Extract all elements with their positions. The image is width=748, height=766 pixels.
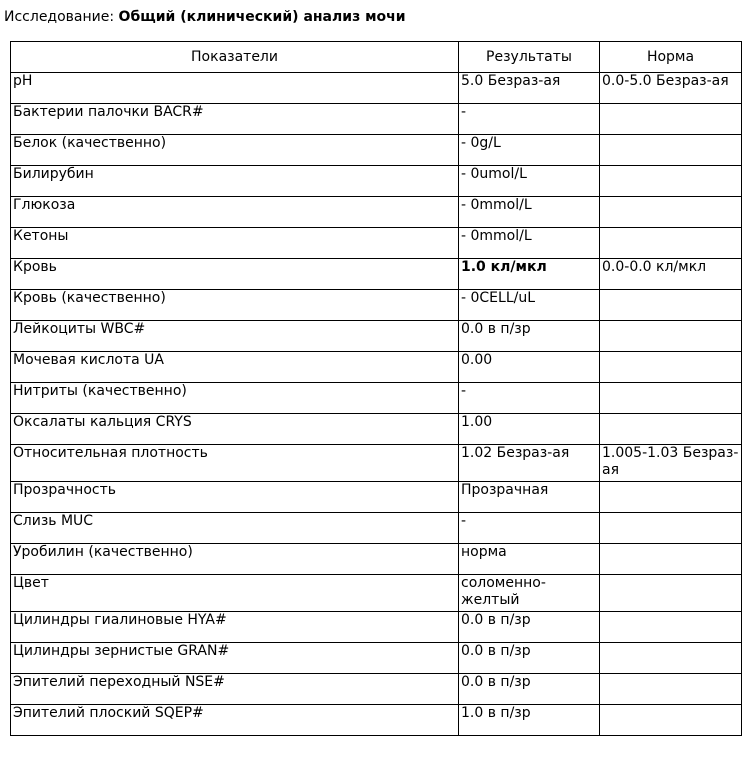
indicator-cell: Белок (качественно) bbox=[11, 135, 459, 166]
table-row bbox=[11, 643, 742, 674]
indicator-cell: Цилиндры зернистые GRAN# bbox=[11, 643, 459, 674]
indicator-cell: Бактерии палочки BACR# bbox=[11, 104, 459, 135]
indicator-cell: Кровь bbox=[11, 259, 459, 290]
indicator-cell: Лейкоциты WBC# bbox=[11, 321, 459, 352]
column-header-result: Результаты bbox=[459, 42, 600, 73]
table-row bbox=[11, 228, 742, 259]
indicator-cell: Эпителий плоский SQEP# bbox=[11, 705, 459, 736]
norm-cell bbox=[600, 321, 742, 352]
indicator-cell: Кровь (качественно) bbox=[11, 290, 459, 321]
indicator-cell: Цилиндры гиалиновые HYA# bbox=[11, 612, 459, 643]
norm-cell bbox=[600, 482, 742, 513]
result-cell: 1.0 кл/мкл bbox=[459, 259, 600, 290]
result-cell: - 0mmol/L bbox=[459, 197, 600, 228]
result-cell: - 0g/L bbox=[459, 135, 600, 166]
table-row bbox=[11, 197, 742, 228]
result-cell: - bbox=[459, 104, 600, 135]
result-cell: - 0mmol/L bbox=[459, 228, 600, 259]
table-row bbox=[11, 482, 742, 513]
norm-cell: 0.0-5.0 Безраз-ая bbox=[600, 73, 742, 104]
table-row bbox=[11, 166, 742, 197]
result-cell: - bbox=[459, 513, 600, 544]
norm-cell bbox=[600, 135, 742, 166]
result-cell: 0.00 bbox=[459, 352, 600, 383]
result-cell: соломенно-желтый bbox=[459, 575, 600, 612]
result-cell: - bbox=[459, 383, 600, 414]
table-row bbox=[11, 104, 742, 135]
result-cell: 0.0 в п/зр bbox=[459, 321, 600, 352]
study-name: Общий (клинический) анализ мочи bbox=[118, 9, 406, 25]
table-row bbox=[11, 383, 742, 414]
table-row bbox=[11, 259, 742, 290]
result-cell: - 0CELL/uL bbox=[459, 290, 600, 321]
norm-cell: 1.005-1.03 Безраз-ая bbox=[600, 445, 742, 482]
result-cell: 0.0 в п/зр bbox=[459, 674, 600, 705]
norm-cell bbox=[600, 612, 742, 643]
norm-cell bbox=[600, 352, 742, 383]
result-cell: 1.00 bbox=[459, 414, 600, 445]
result-cell: 1.0 в п/зр bbox=[459, 705, 600, 736]
result-cell: норма bbox=[459, 544, 600, 575]
result-cell: - 0umol/L bbox=[459, 166, 600, 197]
table-row bbox=[11, 445, 742, 482]
result-cell: Прозрачная bbox=[459, 482, 600, 513]
indicator-cell: Мочевая кислота UA bbox=[11, 352, 459, 383]
indicator-cell: Нитриты (качественно) bbox=[11, 383, 459, 414]
study-heading bbox=[4, 8, 406, 26]
result-cell: 1.02 Безраз-ая bbox=[459, 445, 600, 482]
norm-cell bbox=[600, 166, 742, 197]
indicator-cell: pH bbox=[11, 73, 459, 104]
table-header-row bbox=[11, 42, 742, 73]
norm-cell bbox=[600, 197, 742, 228]
indicator-cell: Уробилин (качественно) bbox=[11, 544, 459, 575]
norm-cell bbox=[600, 674, 742, 705]
results-table bbox=[10, 41, 742, 736]
norm-cell bbox=[600, 290, 742, 321]
norm-cell: 0.0-0.0 кл/мкл bbox=[600, 259, 742, 290]
indicator-cell: Билирубин bbox=[11, 166, 459, 197]
indicator-cell: Эпителий переходный NSE# bbox=[11, 674, 459, 705]
indicator-cell: Цвет bbox=[11, 575, 459, 612]
norm-cell bbox=[600, 705, 742, 736]
norm-cell bbox=[600, 104, 742, 135]
indicator-cell: Глюкоза bbox=[11, 197, 459, 228]
table-row bbox=[11, 73, 742, 104]
indicator-cell: Прозрачность bbox=[11, 482, 459, 513]
study-label: Исследование: bbox=[4, 9, 119, 25]
table-row bbox=[11, 575, 742, 612]
table-row bbox=[11, 612, 742, 643]
indicator-cell: Оксалаты кальция CRYS bbox=[11, 414, 459, 445]
result-cell: 0.0 в п/зр bbox=[459, 643, 600, 674]
column-header-norm: Норма bbox=[600, 42, 742, 73]
norm-cell bbox=[600, 414, 742, 445]
norm-cell bbox=[600, 544, 742, 575]
norm-cell bbox=[600, 228, 742, 259]
result-cell: 0.0 в п/зр bbox=[459, 612, 600, 643]
table-row bbox=[11, 705, 742, 736]
norm-cell bbox=[600, 383, 742, 414]
table-row bbox=[11, 290, 742, 321]
table-row bbox=[11, 321, 742, 352]
indicator-cell: Относительная плотность bbox=[11, 445, 459, 482]
column-header-indicator: Показатели bbox=[11, 42, 459, 73]
norm-cell bbox=[600, 643, 742, 674]
table-row bbox=[11, 513, 742, 544]
table-row bbox=[11, 544, 742, 575]
norm-cell bbox=[600, 513, 742, 544]
norm-cell bbox=[600, 575, 742, 612]
result-cell: 5.0 Безраз-ая bbox=[459, 73, 600, 104]
indicator-cell: Слизь MUC bbox=[11, 513, 459, 544]
table-row bbox=[11, 414, 742, 445]
table-row bbox=[11, 135, 742, 166]
indicator-cell: Кетоны bbox=[11, 228, 459, 259]
table-row bbox=[11, 352, 742, 383]
table-row bbox=[11, 674, 742, 705]
